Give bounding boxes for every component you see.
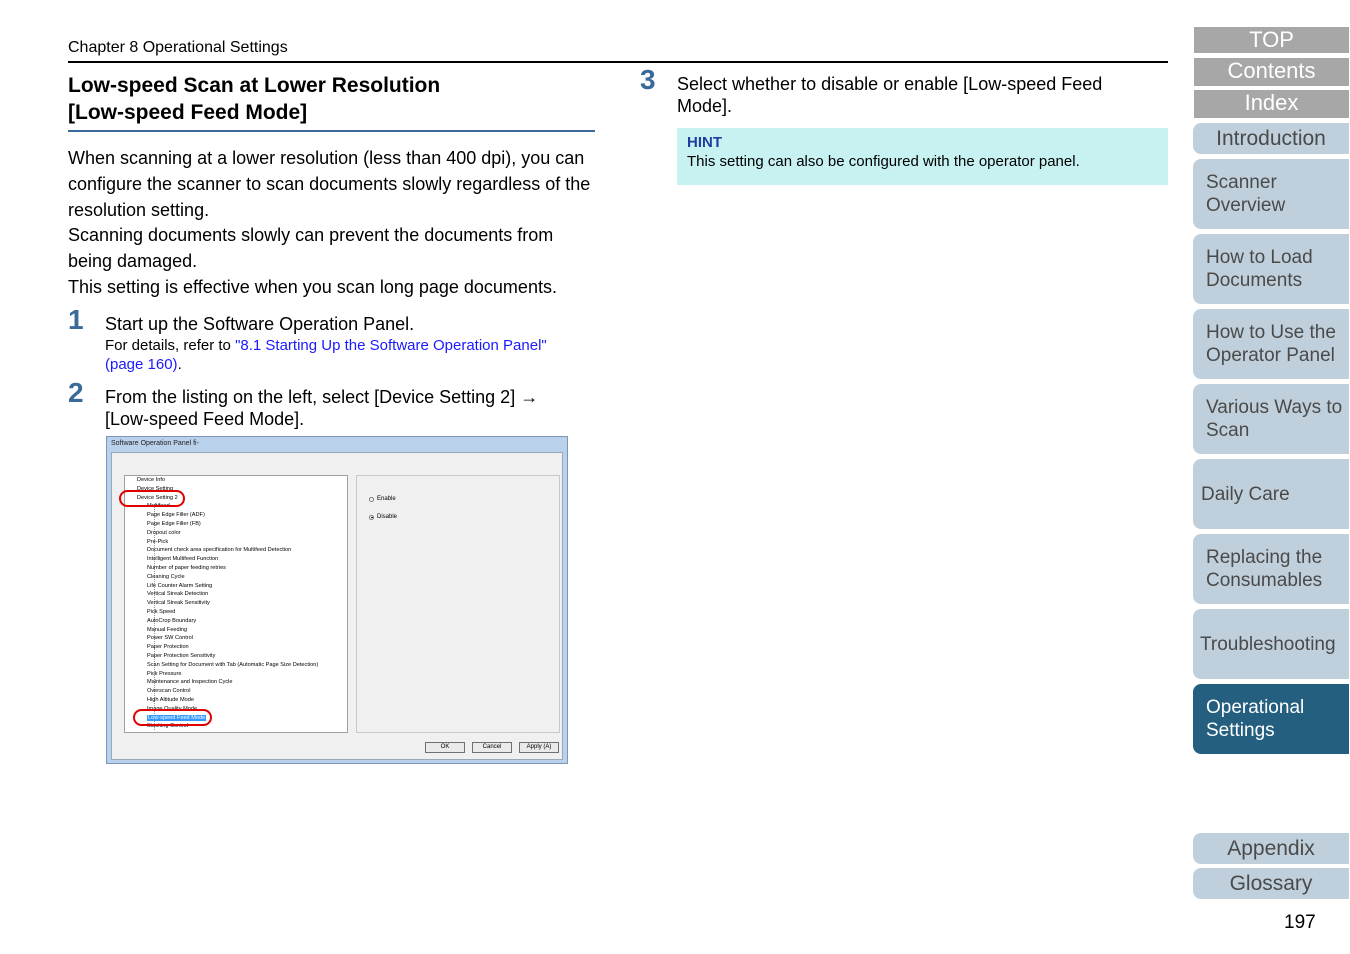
tree-item: Page Edge Filler (ADF): [147, 512, 205, 519]
option-enable: [369, 496, 396, 502]
tree-item: Manual Feeding: [147, 626, 188, 633]
section-title-line1: Low-speed Scan at Lower Resolution: [68, 74, 441, 97]
nav-tab-label: Operational Settings: [1206, 697, 1305, 741]
section-title: [68, 72, 595, 132]
step-1-detail: [105, 336, 585, 374]
screenshot-apply-button: Apply (A): [519, 742, 559, 753]
step-1-text: Start up the Software Operation Panel.: [105, 314, 415, 334]
highlight-low-speed-feed-mode: [133, 709, 212, 726]
option-disable: [369, 514, 397, 520]
tree-item: Life Counter Alarm Setting: [147, 582, 213, 589]
tree-item: Intelligent Multifeed Function: [147, 556, 219, 563]
nav-tab-introduction[interactable]: [1193, 123, 1349, 154]
intro-paragraph: When scanning at a lower resolution (less than 400 dpi), you can configure the scanner to scan documents slowly regardless of the resolution setting.: [68, 148, 591, 220]
tree-item: Pick Speed: [147, 609, 176, 615]
intro-text: [68, 146, 598, 301]
intro-paragraph: Scanning documents slowly can prevent the documents from being damaged.: [68, 225, 554, 272]
tree-item: Overscan Control: [147, 688, 191, 695]
tree-item: Vertical Streak Sensitivity: [147, 600, 210, 607]
tree-item: Maintenance and Inspection Cycle: [147, 679, 233, 686]
step-3-number: 3: [640, 64, 656, 95]
tree-item: Dropout color: [147, 529, 181, 536]
screenshot-ok-button: OK: [425, 742, 465, 753]
tree-item: Paper Protection Sensitivity: [147, 653, 216, 659]
nav-tab-label: How to Use the Operator Panel: [1206, 322, 1336, 366]
step-2-text-line2: [Low-speed Feed Mode].: [105, 409, 305, 429]
nav-tab-label: Scanner Overview: [1206, 172, 1286, 216]
tree-item: Low-speed Feed Mode: [148, 714, 206, 721]
tree-item: Pick Pressure: [147, 670, 182, 677]
nav-tab-label: Various Ways to Scan: [1206, 397, 1343, 441]
hint-box: [677, 128, 1168, 185]
nav-tab-various-ways-to-scan[interactable]: [1193, 384, 1349, 454]
nav-tab-operational-settings[interactable]: [1193, 684, 1349, 754]
tree-item: AutoCrop Boundary: [147, 617, 197, 624]
step-1-reference-link[interactable]: "8.1 Starting Up the Software Operation Panel" (page 160): [105, 337, 547, 373]
nav-tab-replacing-consumables[interactable]: [1193, 534, 1349, 604]
step-1-number: 1: [68, 304, 84, 335]
nav-tab-scanner-overview[interactable]: [1193, 159, 1349, 229]
step-1-detail-prefix: For details, refer to: [105, 337, 236, 354]
tree-item: Pre-Pick: [147, 538, 169, 545]
hint-title: HINT: [687, 134, 722, 151]
tree-item: Page Edge Filler (FB): [147, 521, 201, 527]
option-disable-label: Disable: [377, 514, 398, 520]
software-operation-panel-screenshot: [106, 436, 568, 764]
settings-tree: [124, 475, 348, 733]
hint-text: This setting can also be configured with the operator panel.: [687, 153, 1080, 170]
header-rule: [68, 61, 1168, 63]
nav-tab-label: Replacing the Consumables: [1206, 547, 1323, 591]
tree-item: High Altitude Mode: [147, 697, 194, 703]
tree-item: Scan Setting for Document with Tab (Automatic Page Size Detection): [147, 661, 319, 668]
nav-tab-label: Appendix: [1227, 837, 1315, 860]
section-title-line2: [Low-speed Feed Mode]: [68, 101, 308, 124]
nav-tab-troubleshooting[interactable]: [1193, 609, 1349, 679]
step-2-text-line1: From the listing on the left, select [Device Setting 2] →: [105, 387, 539, 407]
tree-item: Multifeed: [147, 503, 170, 510]
chapter-header: Chapter 8 Operational Settings: [68, 39, 288, 56]
nav-tab-glossary[interactable]: [1193, 868, 1349, 899]
screenshot-window-title: Software Operation Panel fi-: [111, 440, 199, 447]
tree-item: Paper Protection: [147, 644, 189, 651]
step-1-detail-suffix: .: [177, 356, 182, 373]
step-2-number: 2: [68, 377, 84, 408]
tree-item: Image Quality Mode: [147, 705, 198, 712]
nav-tab-label: Troubleshooting: [1200, 633, 1336, 655]
step-3-text-line1: Select whether to disable or enable [Low-speed Feed: [677, 74, 1103, 94]
radio-selected-icon: [369, 515, 374, 520]
nav-contents-button[interactable]: Contents: [1194, 58, 1349, 86]
tree-item: Cleaning Cycle: [147, 573, 185, 580]
intro-paragraph: This setting is effective when you scan long page documents.: [68, 276, 557, 297]
highlight-device-setting-2: [119, 490, 185, 510]
nav-tab-label: How to Load Documents: [1206, 247, 1313, 291]
tree-item: Device Setting: [137, 485, 174, 492]
screenshot-cancel-button: Cancel: [472, 742, 512, 753]
tree-item: Number of paper feeding retries: [147, 565, 226, 571]
nav-tab-how-to-use-operator-panel[interactable]: [1193, 309, 1349, 379]
tree-item: Stacking Control: [147, 723, 189, 730]
radio-icon: [369, 497, 374, 502]
nav-top-button[interactable]: TOP: [1194, 27, 1349, 53]
nav-index-button[interactable]: Index: [1194, 90, 1349, 118]
step-3-text: [677, 73, 1167, 117]
step-2-text: [105, 386, 585, 430]
tree-item: Device Info: [137, 477, 165, 483]
tree-item: Vertical Streak Detection: [147, 591, 209, 598]
settings-option-pane: [356, 475, 560, 733]
tree-item: Document check area specification for Multifeed Detection: [147, 547, 292, 554]
tree-item: Power SW Control: [147, 635, 194, 642]
step-3-text-line2: Mode].: [677, 96, 733, 116]
nav-tab-label: Introduction: [1216, 127, 1326, 150]
nav-tab-appendix[interactable]: [1193, 833, 1349, 864]
nav-tab-label: Daily Care: [1201, 483, 1290, 505]
tree-item: Device Setting 2: [137, 494, 178, 501]
option-enable-label: Enable: [377, 496, 396, 502]
nav-tab-label: Glossary: [1229, 872, 1313, 895]
nav-tab-how-to-load-documents[interactable]: [1193, 234, 1349, 304]
nav-tab-daily-care[interactable]: [1193, 459, 1349, 529]
page-number: 197: [1284, 912, 1316, 933]
